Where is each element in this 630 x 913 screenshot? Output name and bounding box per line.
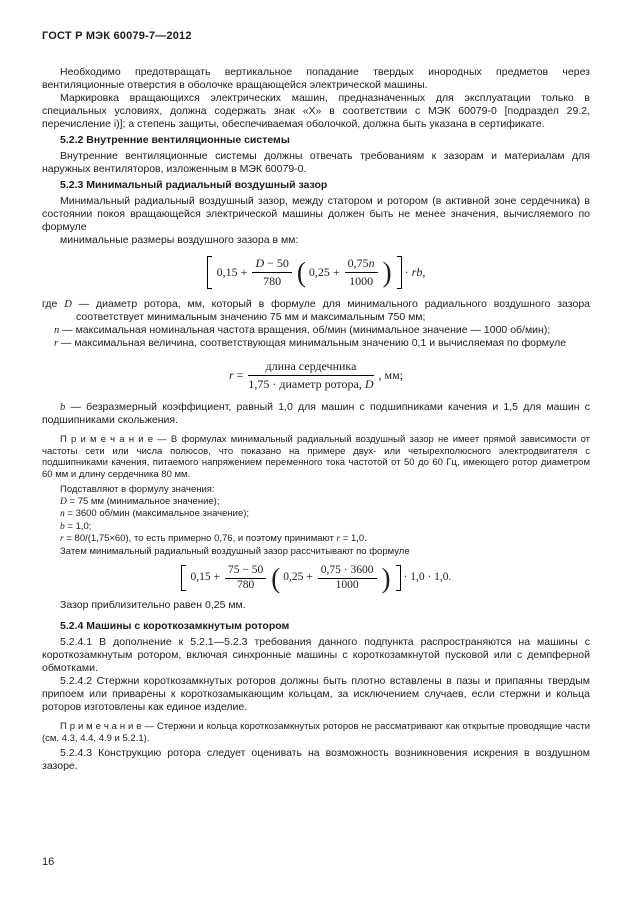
- paragraph-foreign-objects: Необходимо предотвращать вертикальное попадание твердых инородных предметов через вентиляционные отверстия в оболочке вращающейся электрической машины.: [42, 66, 590, 91]
- var-D: D: [64, 299, 72, 310]
- numerator-rest: − 50: [264, 256, 289, 270]
- definition-b: [42, 401, 590, 427]
- substitution-b: [42, 521, 590, 534]
- substitution-value: = 3600 об/мин (максимальное значение);: [64, 508, 250, 519]
- multiplication-dot: ·: [404, 265, 409, 279]
- substitution-value: = 1,0.: [340, 533, 367, 544]
- formula-example-calculation: [42, 562, 590, 594]
- fraction-core-length: [248, 359, 373, 392]
- fraction-denominator: 780: [263, 274, 282, 288]
- numerator-coef: 0,75: [347, 256, 369, 270]
- fraction-numerator: [252, 256, 291, 273]
- close-paren: ): [381, 562, 391, 594]
- formula-r-value: [42, 359, 590, 392]
- fraction-denominator: 780: [237, 578, 255, 591]
- var-r: r: [336, 534, 341, 544]
- right-bracket: [397, 256, 402, 289]
- formula-term: 0,25 +: [308, 265, 340, 279]
- paragraph-5-2-4-1: 5.2.4.1 В дополнение к 5.2.1—5.2.3 требования данного подпункта распространяются на машины с короткозамкнутым ротором, включая синхронные машины с короткозамкнутой пусковой или с демпферной обмотками.: [42, 636, 590, 674]
- definition-D: [42, 298, 590, 324]
- var-D: D: [255, 256, 265, 270]
- page-number: 16: [42, 856, 55, 868]
- note-body: В формулах минимальный радиальный воздушный зазор не имеет прямой зависимости от частоты сети или числа полюсов, что показано на примере двух- или четырехполюсного электродвигателя с подшипниками качения, питаемого напряжением переменного тока частотой от 50 до 60 Гц, имеющего ротор диаметром 60 мм и длину сердечника 80 мм.: [42, 434, 591, 480]
- formula-term: 0,15 +: [216, 265, 248, 279]
- substitution-n: [42, 508, 590, 521]
- fraction-denominator: 1000: [349, 274, 374, 288]
- var-D: D: [60, 496, 67, 507]
- note-1-text: [42, 434, 590, 480]
- definition-r: [42, 337, 590, 350]
- denominator-text: 1,75 · диаметр ротора,: [248, 377, 365, 391]
- var-r: r: [60, 534, 64, 544]
- fraction-D-50-780: [252, 256, 291, 289]
- fraction-numerator: [345, 256, 378, 273]
- left-bracket: [207, 256, 212, 289]
- note-2: [42, 721, 590, 744]
- paragraph-air-gap-sizes: минимальные размеры воздушного зазора в мм:: [60, 234, 299, 246]
- left-bracket: [181, 565, 186, 591]
- substitution-value: = 75 мм (минимальное значение);: [66, 495, 220, 507]
- paragraph-gap-result: Зазор приблизительно равен 0,25 мм.: [60, 599, 246, 611]
- then-calculate-text: Затем минимальный радиальный воздушный зазор рассчитывают по формуле: [60, 545, 410, 557]
- fraction-denominator: [248, 376, 373, 392]
- substitution-intro: Подставляют в формулу значения:: [60, 484, 215, 495]
- fraction-075n-1000: [345, 256, 378, 289]
- definition-text: — максимальная номинальная частота вращения, об/мин (минимальное значение — 1000 об/мин);: [62, 324, 551, 336]
- tail-punct: ,: [422, 265, 426, 279]
- open-paren: (: [271, 562, 281, 594]
- var-n: n: [368, 256, 375, 270]
- heading-5-2-4: 5.2.4 Машины с короткозамкнутым ротором: [60, 620, 290, 632]
- equals-sign: =: [236, 368, 244, 382]
- formula-term: 0,25 +: [283, 571, 313, 584]
- fraction-denominator: 1000: [335, 578, 359, 591]
- note-1: [42, 434, 591, 594]
- var-D: D: [364, 377, 374, 391]
- definition-text: — максимальная величина, соответствующая минимальным значению 0,1 и вычисляемая по формуле: [61, 337, 567, 349]
- var-n: n: [54, 325, 60, 336]
- definition-text: — диаметр ротора, мм, который в формуле для минимального радиального воздушного зазора соответствует минимальным значению 75 мм и максимальным 750 мм;: [76, 298, 590, 323]
- substitution-D: [42, 496, 590, 509]
- note-label: П р и м е ч а н и е —: [60, 434, 167, 445]
- right-bracket: [396, 565, 401, 591]
- paragraph-5-2-4-3: 5.2.4.3 Конструкцию ротора следует оценивать на возможность возникновения искрения в воздушном зазоре.: [42, 747, 590, 772]
- note-2-text: [42, 721, 590, 744]
- formula-units: , мм;: [378, 368, 404, 382]
- definition-text: — безразмерный коэффициент, равный 1,0 для машин с подшипниками качения и 1,5 для машин с подшипниками скольжения.: [42, 401, 590, 426]
- var-b: b: [60, 521, 65, 532]
- heading-5-2-2: 5.2.2 Внутренние вентиляционные системы: [60, 134, 290, 146]
- fraction-numerator: 75 − 50: [225, 565, 266, 579]
- doc-header: ГОСТ Р МЭК 60079-7—2012: [42, 30, 192, 42]
- var-rb: rb: [411, 265, 423, 279]
- open-paren: (: [296, 256, 306, 289]
- heading-5-2-3: 5.2.3 Минимальный радиальный воздушный зазор: [60, 179, 328, 191]
- fraction-numerator: длина сердечника: [248, 359, 373, 376]
- paragraph-marking: Маркировка вращающихся электрических машин, предназначенных для эксплуатации только в специальных условиях, должна содержать знак «Х» в соответствии с МЭК 60079-0 [подраздел 29.2, перечисление i)]; а степень защиты, обеспечиваемая оболочкой, должна быть указана в сертификате.: [42, 92, 590, 130]
- fraction-75-50-780: [225, 565, 266, 591]
- var-b: b: [60, 402, 66, 413]
- var-r: r: [228, 368, 234, 382]
- paragraph-5-2-3-intro: Минимальный радиальный воздушный зазор, между статором и ротором (в активной зоне сердечника) в состоянии покоя вращающейся электрической машины должен быть не менее значения, вычисляемого по формуле: [42, 195, 590, 233]
- fraction-075-3600-1000: [318, 565, 377, 591]
- paragraph-5-2-4-2: 5.2.4.2 Стержни короткозамкнутых роторов должны быть плотно вставлены в пазы и припаяны твердым припоем или приварены к короткозамыкающим кольцам, за исключением случаев, если стержни и кольца роторов изготовлены как единое изделие.: [42, 675, 590, 713]
- formula-tail: [412, 265, 426, 280]
- formula-term: 0,15 +: [190, 571, 221, 584]
- where-label: где: [42, 298, 58, 310]
- formula-tail: · 1,0 · 1,0.: [403, 571, 452, 584]
- close-paren: ): [382, 256, 392, 289]
- substitution-r: [42, 533, 590, 546]
- definition-n: [42, 324, 590, 337]
- var-n: n: [60, 509, 65, 519]
- substitution-value: = 1,0;: [64, 520, 92, 532]
- formula-min-air-gap: [42, 256, 590, 289]
- note-body: Стержни и кольца короткозамкнутых роторов не рассматривают как открытые проводящие части (см. 4.3, 4.4, 4.9 и 5.2.1).: [42, 721, 590, 744]
- paragraph-5-2-2: Внутренние вентиляционные системы должны отвечать требованиям к зазорам и материалам для наружных вентиляторов, изложенным в МЭК 60079-0.: [42, 150, 590, 175]
- fraction-numerator: 0,75 · 3600: [318, 565, 377, 579]
- substitution-value: = 80/(1,75×60), то есть примерно 0,76, и поэтому принимают: [63, 533, 337, 544]
- var-r: r: [54, 338, 59, 349]
- note-label: П р и м е ч а н и е —: [60, 721, 154, 732]
